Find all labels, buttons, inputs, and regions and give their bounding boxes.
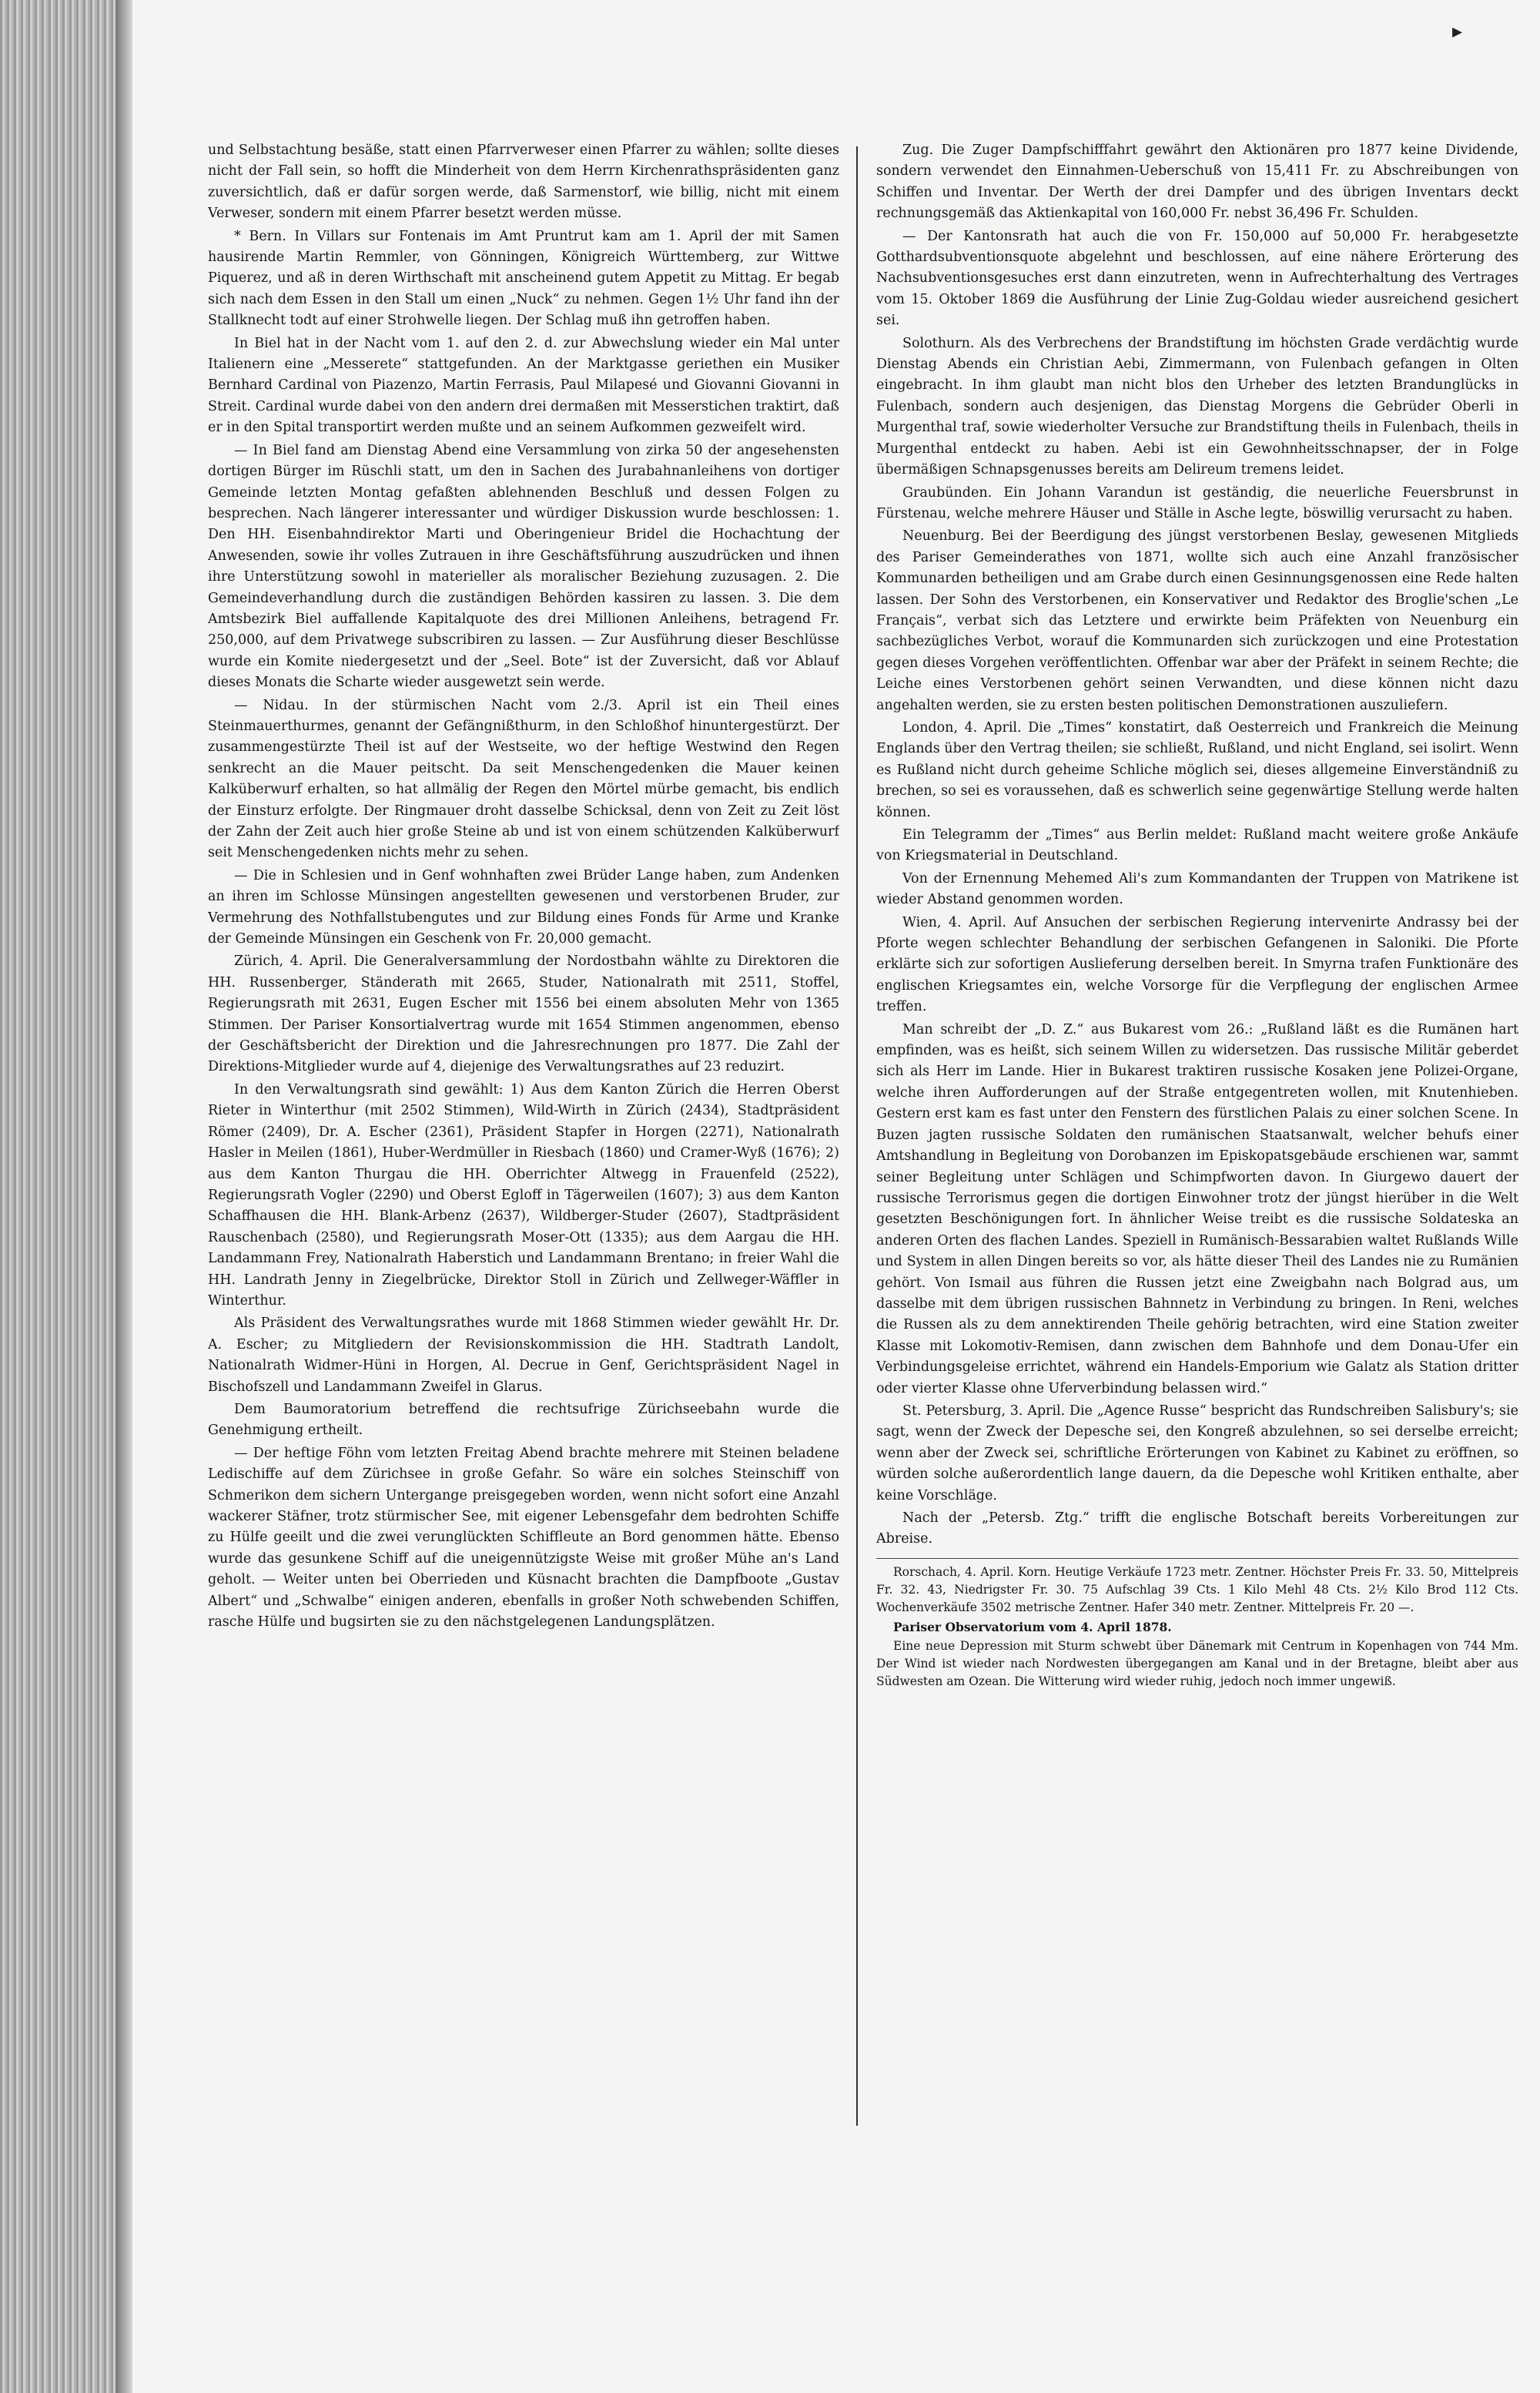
- right-column: [876, 140, 1518, 2158]
- article-st-petersburg: St. Petersburg, 3. April. Die „Agence Russe“ bespricht das Rundschreiben Salisbury's; sie sagt, wenn der Zweck der Depesche sei, den Kongreß abzulehnen, so sei derselbe erreicht; wenn aber der Zweck sei, schriftliche Erörterungen von Kabinet zu Kabinet zu eröffnen, so würden solche außerordentlich lange dauern, da die Depesche wohl Kritiken enthalte, aber keine Vorschläge.: [876, 1403, 1518, 1503]
- article-graubuenden: Graubünden. Ein Johann Varandun ist geständig, die neuerliche Feuersbrunst in Fürstenau, welche mehrere Häuser und Ställe in Asche legte, böswillig verursacht zu haben.: [876, 484, 1518, 521]
- article-baumoratorium: Dem Baumoratorium betreffend die rechtsufrige Zürichseebahn wurde die Genehmigung ertheilt.: [208, 1401, 839, 1439]
- market-section: [876, 1558, 1518, 1691]
- article-sarmenstorf: und Selbstachtung besäße, statt einen Pfarrverweser einen Pfarrer zu wählen; sollte dieses nicht der Fall sein, so hofft die Minderheit von dem Herrn Kirchenrathspräsidenten ganz zuversichtlich, daß er dafür sorgen werde, daß Sarmenstorf, wie billig, nicht mit einem Verweser, sondern mit einem Pfarrer besetzt werden müsse.: [208, 142, 839, 222]
- market-rorschach: Rorschach, 4. April. Korn. Heutige Verkäufe 1723 metr. Zentner. Höchster Preis Fr. 33. 50, Mittelpreis Fr. 32. 43, Niedrigster Fr. 30. 75 Aufschlag 39 Cts. 1 Kilo Mehl 48 Cts. 2½ Kilo Brod 112 Cts. Wochenverkäufe 3502 metrische Zentner. Hafer 340 metr. Zentner. Mittelpreis Fr. 20 —.: [876, 1564, 1518, 1614]
- article-verwaltungsrath: In den Verwaltungsrath sind gewählt: 1) Aus dem Kanton Zürich die Herren Oberst Rieter in Winterthur (mit 2502 Stimmen), Wild-Wirth in Zürich (2434), Stadtpräsident Römer (2409), Dr. A. Escher (2361), Präsident Stapfer in Horgen (2271), Nationalrath Hasler in Meilen (1861), Huber-Werdmüller in Riesbach (1860) und Cramer-Wyß (1676); 2) aus dem Kanton Thurgau die HH. Oberrichter Altwegg in Frauenfeld (2522), Regierungsrath Vogler (2290) und Oberst Egloff in Tägerweilen (1607); 3) aus dem Kanton Schaffhausen die HH. Blank-Arbenz (2637), Wildberger-Studer (2607), Stadtpräsident Rauschenbach (2580), und Regierungsrath Moser-Ott (1335); aus dem Aargau die HH. Landammann Frey, Nationalrath Haberstich und Landammann Brentano; in freier Wahl die HH. Landrath Jenny in Ziegelbrücke, Direktor Stoll in Zürich und Zellweger-Wäffler in Winterthur.: [208, 1081, 839, 1309]
- left-column: [208, 140, 839, 2158]
- corner-mark: ▸: [1452, 20, 1463, 43]
- article-zuerich-nordostbahn: Zürich, 4. April. Die Generalversammlung der Nordostbahn wählte zu Direktoren die HH. Russenberger, Ständerath mit 2665, Studer, Nationalrath mit 2511, Stoffel, Regierungsrath mit 2631, Eugen Escher mit 1556 bei einem absoluten Mehr von 1365 Stimmen. Der Pariser Konsortialvertrag wurde mit 1654 Stimmen angenommen, ebenso der Geschäftsbericht der Direktion und die Jahresrechnungen pro 1877. Die Zahl der Direktions-Mitglieder wurde auf 4, diejenige des Verwaltungsrathes auf 23 reduzirt.: [208, 954, 839, 1075]
- article-neuenburg: Neuenburg. Bei der Beerdigung des jüngst verstorbenen Beslay, gewesenen Mitglieds des Pariser Gemeinderathes von 1871, wollte sich auch eine Anzahl französischer Kommunarden betheiligen und am Grabe durch einen Gesinnungsgenossen eine Rede halten lassen. Der Sohn des Verstorbenen, ein Konservativer und Redaktor des Broglie'schen „Le Français“, verbat sich das Letztere und erwirkte beim Präfekten von Neuenburg ein sachbezügliches Verbot, worauf die Kommunarden sich zurückzogen und eine Protestation gegen dieses Vorgehen veröffentlichten. Offenbar war aber der Präfekt in seinem Rechte; die Leiche eines Verstorbenen gehört seinen Verwandten, und diese können nicht dazu angehalten werden, sie zu ersten besten politischen Demonstrationen auszuliefern.: [876, 528, 1518, 713]
- article-foehn: — Der heftige Föhn vom letzten Freitag Abend brachte mehrere mit Steinen beladene Ledischiffe auf dem Zürichsee in große Gefahr. So wäre ein solches Steinschiff von Schmerikon dem sichern Untergange preisgegeben worden, wenn nicht sofort eine Anzahl wackerer Stäfner, trotz stürmischer See, mit eigener Lebensgefahr dem bedrohten Schiffe zu Hülfe geeilt und die zwei verunglückten Schiffleute an Bord genommen hätte. Ebenso wurde das gesunkene Schiff auf die uneigennützigste Weise mit großer Mühe an's Land geholt. — Weiter unten bei Oberrieden und Küsnacht brachten die Dampfboote „Gustav Albert“ und „Schwalbe“ einigen anderen, ebenfalls in großer Noth schwebenden Schiffen, rasche Hülfe und bugsirten sie zu den nächstgelegenen Landungsplätzen.: [208, 1445, 839, 1631]
- article-times-telegramm: Ein Telegramm der „Times“ aus Berlin meldet: Rußland macht weitere große Ankäufe von Kriegsmaterial in Deutschland.: [876, 827, 1518, 864]
- article-solothurn: Solothurn. Als des Verbrechens der Brandstiftung im höchsten Grade verdächtig wurde Dienstag Abends ein Christian Aebi, Zimmermann, von Fulenbach gefangen in Olten eingebracht. In ihm glaubt man nicht blos den Urheber des letzten Brandunglücks in Fulenbach, sondern auch desjenigen, das Dienstag Morgens die Gebrüder Oberli in Murgenthal traf, sowie wiederholter Versuche zur Brandstiftung theils in Fulenbach, theils in Murgenthal entdeckt zu haben. Aebi ist ein Gewohnheitsschnapser, der in Folge übermäßigen Schnapsgenusses bereits am Delireum tremens leidet.: [876, 335, 1518, 478]
- article-bukarest: Man schreibt der „D. Z.“ aus Bukarest vom 26.: „Rußland läßt es die Rumänen hart empfinden, was es heißt, sich seinem Willen zu widersetzen. Das russische Militär geberdet sich als Herr im Lande. Hier in Bukarest traktiren russische Kosaken jene Polizei-Organe, welche ihren Aufforderungen auf der Straße entgegentreten wollen, mit Knutenhieben. Gestern erst kam es fast unter den Fenstern des fürstlichen Palais zu einer solchen Scene. In Buzen jagten russische Soldaten den rumänischen Staatsanwalt, welcher behufs einer Amtshandlung in Begleitung von Dorobanzen im Episkopatsgebäude erschienen war, sammt seiner Begleitung unter Schlägen und Schimpfworten davon. In Giurgewo dauert der russische Terrorismus gegen die dortigen Einwohner trotz der jüngst hierüber in die Welt gesetzten Beschönigungen fort. In ähnlicher Weise treibt es die russische Soldateska an anderen Orten des flachen Landes. Speziell in Rumänisch-Bessarabien waltet Rußlands Wille und System in allen Dingen bereits so vor, als hätte dieser Theil des Landes nie zu Rumänien gehört. Von Ismail aus führen die Russen jetzt eine Zweigbahn nach Bolgrad aus, um dasselbe mit dem übrigen russischen Bahnnetz in Verbindung zu bringen. In Reni, welches die Russen als zu dem annektirenden Theile gehörig betrachten, wird eine Station zweiter Klasse mit Lokomotiv-Remisen, dann zwischen dem Bahnhofe und dem Donau-Ufer ein Verbindungsgeleise errichtet, während ein Handels-Emporium wie Galatz als Station dritter oder vierter Klasse ohne Uferverbindung belassen wird.“: [876, 1021, 1518, 1396]
- article-nidau: — Nidau. In der stürmischen Nacht vom 2./3. April ist ein Theil eines Steinmauerthurmes, genannt der Gefängnißthurm, in den Schloßhof hinuntergestürzt. Der zusammengestürzte Theil ist auf der Westseite, wo der heftige Westwind den Regen senkrecht an die Mauer peitscht. Da seit Menschengedenken die Mauer keinen Kalküberwurf erhalten, so hat allmälig der Regen den Mörtel mürbe gemacht, bis endlich der Einsturz erfolgte. Der Ringmauer droht dasselbe Schicksal, denn von Zeit zu Zeit löst der Zahn der Zeit auch hier große Steine ab und ist von einem schützenden Kalküberwurf seit Menschengedenken nichts mehr zu sehen.: [208, 697, 839, 861]
- article-zug: Zug. Die Zuger Dampfschifffahrt gewährt den Aktionären pro 1877 keine Dividende, sondern verwendet den Einnahmen-Ueberschuß von 15,411 Fr. zu Abschreibungen von Schiffen und Inventar. Der Werth der drei Dampfer und des übrigen Inventars deckt rechnungsgemäß das Aktienkapital von 160,000 Fr. nebst 36,496 Fr. Schulden.: [876, 142, 1518, 222]
- observatory-title: Pariser Observatorium vom 4. April 1878.: [893, 1619, 1172, 1634]
- column-rule: [856, 146, 858, 2126]
- observatory-text: Eine neue Depression mit Sturm schwebt über Dänemark mit Centrum in Kopenhagen von 744 Mm. Der Wind ist wieder nach Nordwesten übergegangen am Kanal und in der Bretagne, bleibt aber aus Südwesten am Ozean. Die Witterung wird wieder ruhig, jedoch noch immer ungewiß.: [876, 1638, 1518, 1688]
- article-brueder-lange: — Die in Schlesien und in Genf wohnhaften zwei Brüder Lange haben, zum Andenken an ihren im Schlosse Münsingen angestellten gewesenen und verstorbenen Bruder, zur Vermehrung des Nothfallstubengutes und zur Bildung eines Fonds für Arme und Kranke der Gemeinde Münsingen ein Geschenk von Fr. 20,000 gemacht.: [208, 867, 839, 947]
- article-bern-villars: * Bern. In Villars sur Fontenais im Amt Pruntrut kam am 1. April der mit Samen hausirende Martin Remmler, von Gönningen, Königreich Württemberg, zur Wittwe Piquerez, und aß in deren Wirthschaft mit anscheinend gutem Appetit zu Mittag. Er begab sich nach dem Essen in den Stall um einen „Nuck“ zu nehmen. Gegen 1½ Uhr fand ihn der Stallknecht todt auf einer Strohwelle liegen. Der Schlag muß ihn getroffen haben.: [208, 228, 839, 329]
- article-wien: Wien, 4. April. Auf Ansuchen der serbischen Regierung intervenirte Andrassy bei der Pforte wegen schlechter Behandlung der serbischen Gefangenen in Saloniki. Die Pforte erklärte sich zur sofortigen Auslieferung derselben bereit. In Smyrna trafen Funktionäre des englischen Kriegsamtes ein, welche Vorsorge für die Verpflegung der englischen Armee treffen.: [876, 914, 1518, 1015]
- article-london: London, 4. April. Die „Times“ konstatirt, daß Oesterreich und Frankreich die Meinung Englands über den Vertrag theilen; sie schließt, Rußland, und nicht England, sei isolirt. Wenn es Rußland nicht durch geheime Schliche möglich sei, dieses allgemeine Einverständniß zu brechen, so sei es voraussehen, daß es schwerlich seine gegenwärtige Stellung werde halten können.: [876, 719, 1518, 820]
- article-biel-messerete: In Biel hat in der Nacht vom 1. auf den 2. d. zur Abwechslung wieder ein Mal unter Italienern eine „Messerete“ stattgefunden. An der Marktgasse geriethen ein Musiker Bernhard Cardinal von Piazenzo, Martin Ferrasis, Paul Milapesé und Giovanni Giovanni in Streit. Cardinal wurde dabei von den andern drei dermaßen mit Messerstichen traktirt, daß er in den Spital transportirt werden mußte und an seinem Aufkommen gezweifelt wird.: [208, 335, 839, 436]
- article-mehemed-ali: Von der Ernennung Mehemed Ali's zum Kommandanten der Truppen von Matrikene ist wieder Abstand genommen worden.: [876, 870, 1518, 908]
- article-petersb-ztg: Nach der „Petersb. Ztg.“ trifft die englische Botschaft bereits Vorbereitungen zur Abreise.: [876, 1510, 1518, 1547]
- article-praesident: Als Präsident des Verwaltungsrathes wurde mit 1868 Stimmen wieder gewählt Hr. Dr. A. Escher; zu Mitgliedern der Revisionskommission die HH. Stadtrath Landolt, Nationalrath Widmer-Hüni in Horgen, Al. Decrue in Genf, Gerichtspräsident Nagel in Bischofszell und Landammann Zweifel in Glarus.: [208, 1315, 839, 1395]
- article-zug-kantonsrath: — Der Kantonsrath hat auch die von Fr. 150,000 auf 50,000 Fr. herabgesetzte Gotthardsubventionsquote abgelehnt und beschlossen, auf eine nähere Erörterung des Nachsubventionsgesuches erst dann einzutreten, wenn in Aufrechterhaltung des Vertrages vom 15. Oktober 1869 die Ausführung der Linie Zug-Goldau wieder ausreichend gesichert sei.: [876, 228, 1518, 329]
- book-spine: [0, 0, 116, 2393]
- article-biel-versammlung: — In Biel fand am Dienstag Abend eine Versammlung von zirka 50 der angesehensten dortigen Bürger im Rüschli statt, um den in Sachen des Jurabahnanleihens von dortiger Gemeinde letzten Montag gefaßten ablehnenden Beschluß und dessen Folgen zu besprechen. Nach längerer interessanter und würdiger Diskussion wurde beschlossen: 1. Den HH. Eisenbahndirektor Marti und Oberingenieur Bridel die Hochachtung der Anwesenden, sowie ihr volles Zutrauen in ihre Geschäftsführung auszudrücken und ihnen ihre Unterstützung sowohl in materieller als moralischer Beziehung zuzusagen. 2. Die Gemeindeverhandlung durch die zuständigen Behörden kassiren zu lassen. 3. Die dem Amtsbezirk Biel auffallende Kapitalquote des drei Millionen Anleihens, betragend Fr. 250,000, auf dem Privatwege subscribiren zu lassen. — Zur Ausführung dieser Beschlüsse wurde ein Komite niedergesetzt und der „Seel. Bote“ ist der Zuversicht, daß vor Ablauf dieses Monats die Scharte wieder ausgewetzt sein werde.: [208, 442, 839, 691]
